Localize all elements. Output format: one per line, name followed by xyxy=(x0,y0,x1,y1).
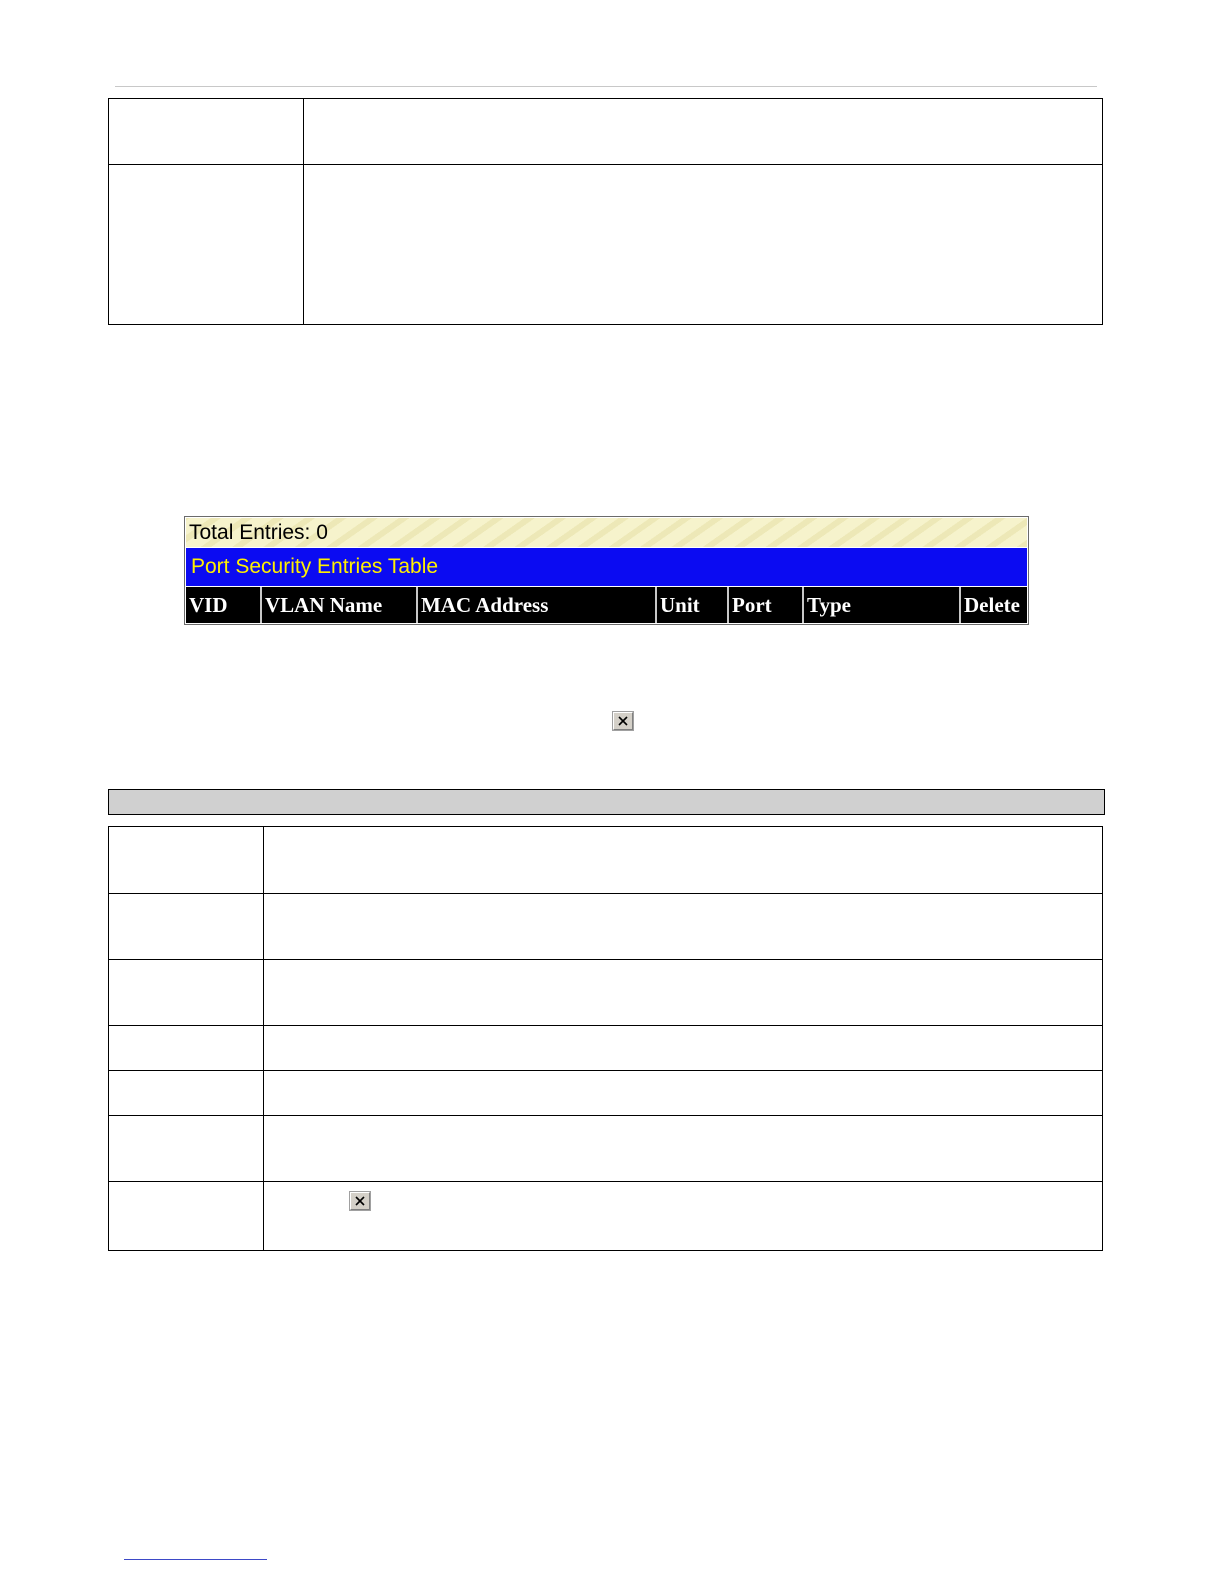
table-row xyxy=(109,1071,1103,1116)
param-description-cell xyxy=(264,1116,1103,1182)
column-header-vid: VID xyxy=(186,587,262,623)
column-header-port: Port xyxy=(729,587,804,623)
parameter-table-top xyxy=(108,98,1103,325)
table-row xyxy=(109,99,1103,165)
table-row xyxy=(109,827,1103,894)
parameter-table-bottom xyxy=(108,826,1103,1251)
table-row xyxy=(109,1182,1103,1251)
param-description-cell xyxy=(264,827,1103,894)
param-description-cell xyxy=(264,894,1103,960)
param-description-cell xyxy=(304,99,1103,165)
param-description-cell xyxy=(264,1182,1103,1251)
column-header-mac-address: MAC Address xyxy=(418,587,657,623)
param-name-cell xyxy=(109,827,264,894)
table-row xyxy=(109,960,1103,1026)
total-entries-label: Total Entries: 0 xyxy=(186,518,1027,547)
param-description-cell xyxy=(264,960,1103,1026)
param-description-cell xyxy=(264,1026,1103,1071)
header-rule xyxy=(115,86,1097,87)
param-name-cell xyxy=(109,960,264,1026)
delete-x-icon[interactable] xyxy=(613,712,633,730)
footer-link-underline[interactable] xyxy=(124,1559,267,1560)
param-name-cell xyxy=(109,1071,264,1116)
param-name-cell xyxy=(109,1116,264,1182)
table-caption-bar xyxy=(108,789,1105,815)
table-header-row xyxy=(186,587,1027,623)
delete-x-icon[interactable] xyxy=(350,1192,370,1210)
param-name-cell xyxy=(109,894,264,960)
column-header-unit: Unit xyxy=(657,587,729,623)
column-header-delete: Delete xyxy=(964,593,1020,617)
port-security-entries-table xyxy=(184,516,1029,625)
param-name-cell xyxy=(109,1182,264,1251)
param-name-cell xyxy=(109,1026,264,1071)
table-title: Port Security Entries Table xyxy=(186,548,1027,586)
column-header-vlan-name: VLAN Name xyxy=(262,587,418,623)
param-description-cell xyxy=(264,1071,1103,1116)
table-row xyxy=(109,894,1103,960)
param-description-cell xyxy=(304,165,1103,325)
table-row xyxy=(109,1116,1103,1182)
param-name-cell xyxy=(109,99,304,165)
table-row xyxy=(109,1026,1103,1071)
table-row xyxy=(109,165,1103,325)
column-header-type: Type xyxy=(804,587,961,623)
param-name-cell xyxy=(109,165,304,325)
